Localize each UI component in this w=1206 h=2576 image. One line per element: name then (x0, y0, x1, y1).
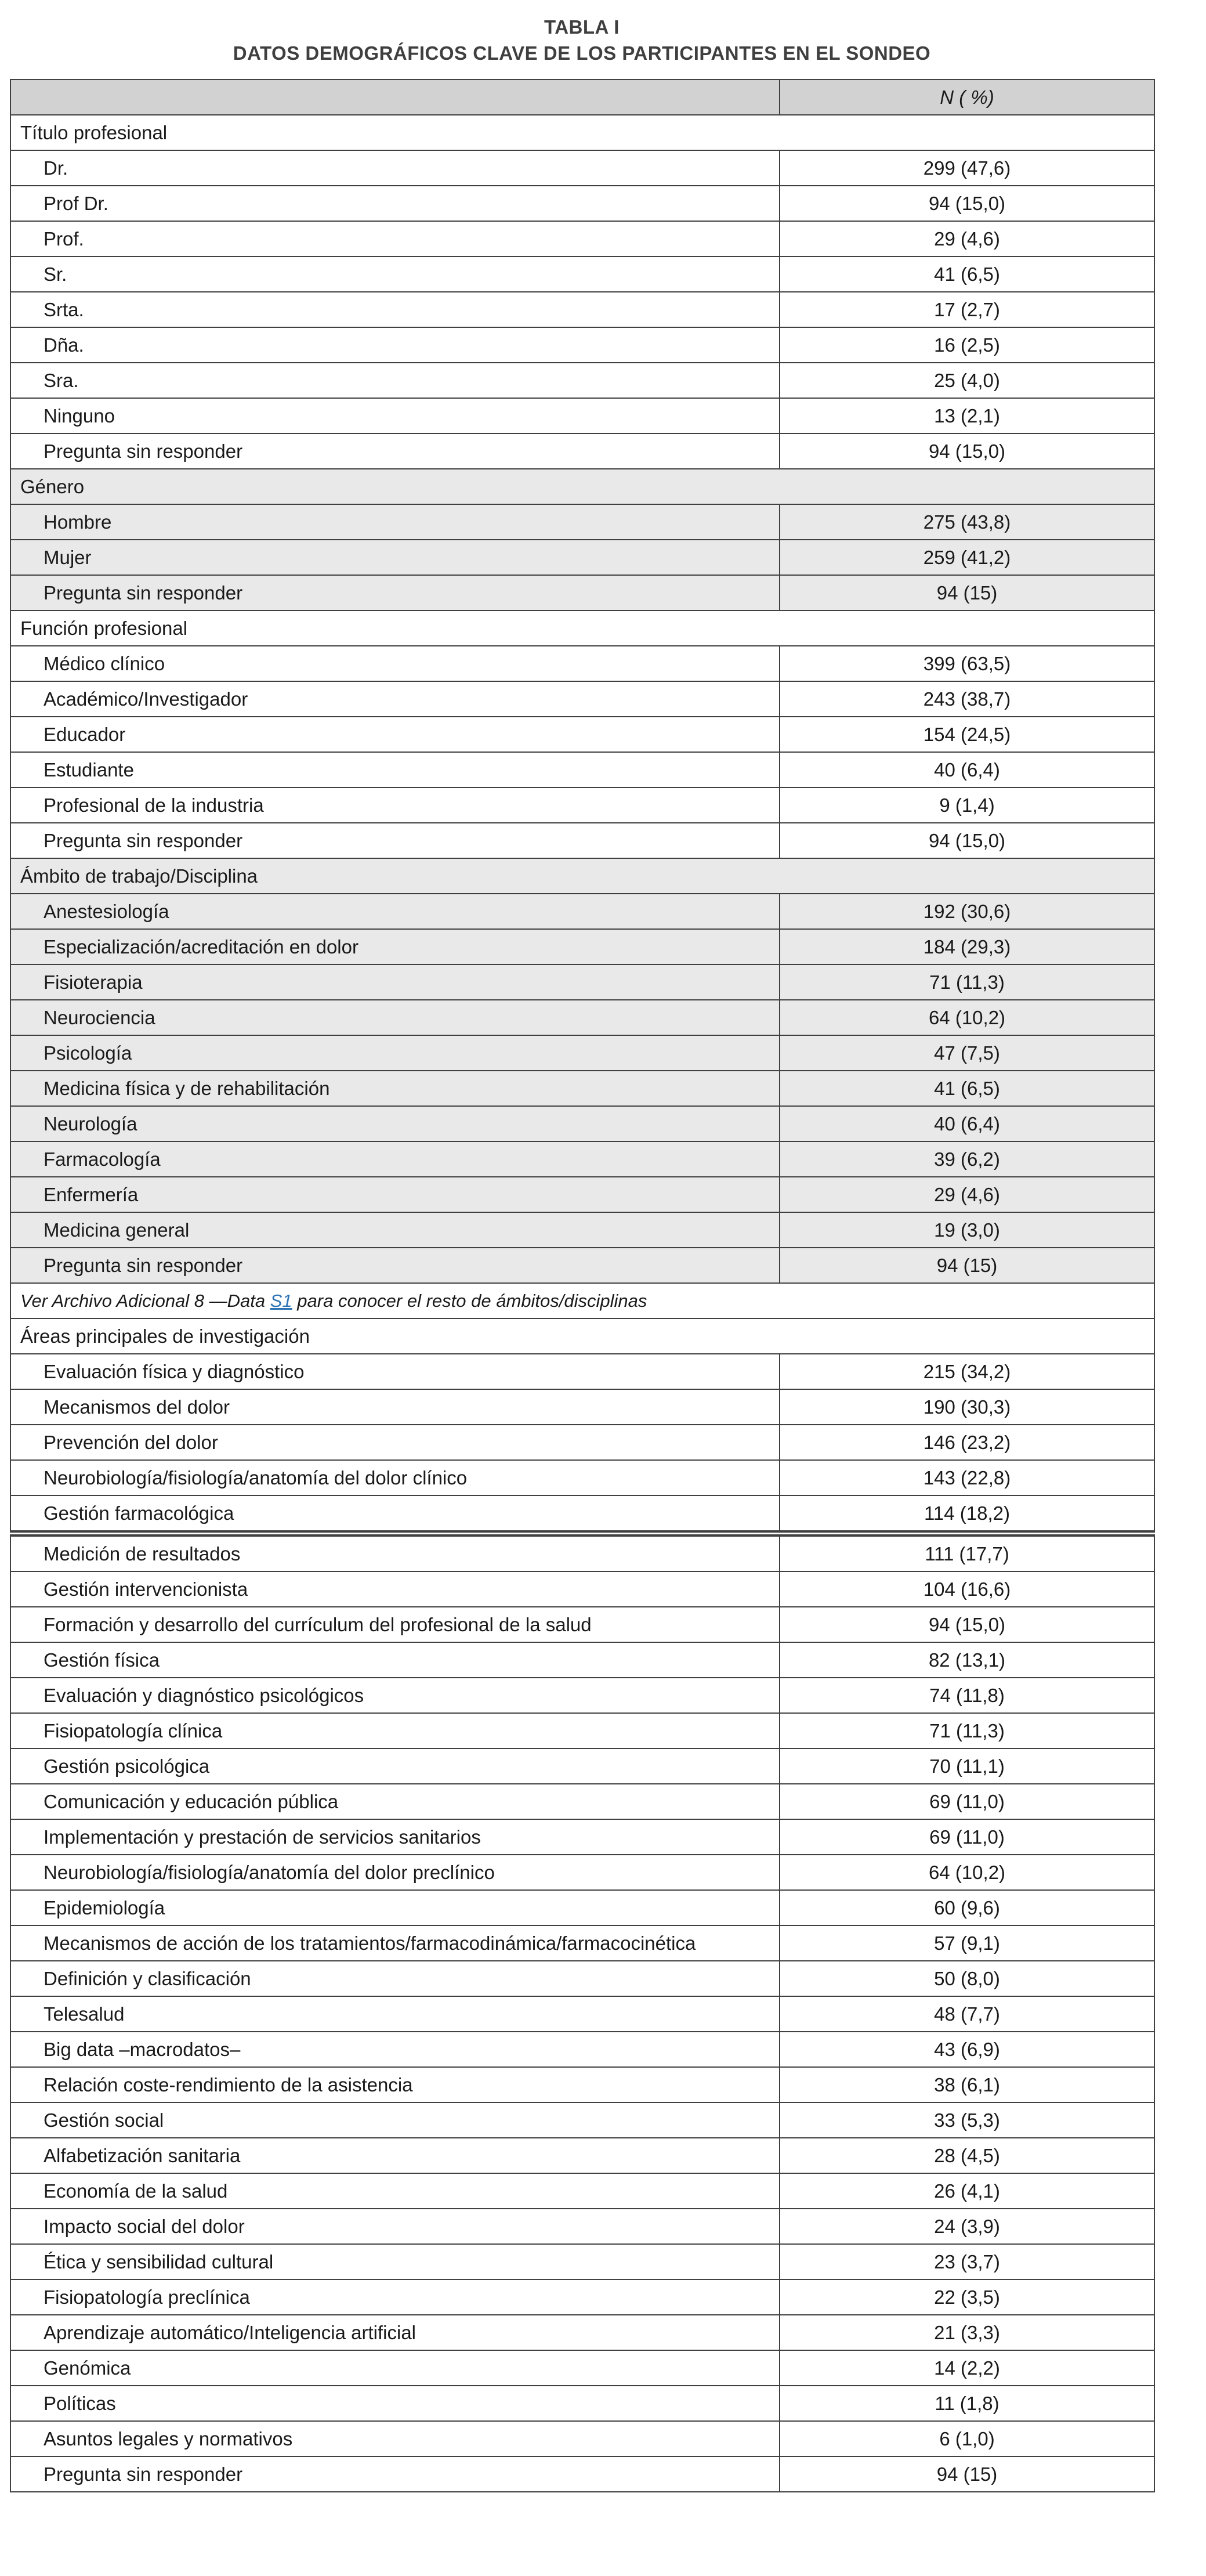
row-value: 104 (16,6) (780, 1571, 1154, 1607)
row-value: 40 (6,4) (780, 752, 1154, 787)
row-value: 21 (3,3) (780, 2315, 1154, 2350)
row-value: 47 (7,5) (780, 1035, 1154, 1071)
row-label: Neurobiología/fisiología/anatomía del dolor preclínico (10, 1855, 780, 1890)
row-label: Asuntos legales y normativos (10, 2421, 780, 2456)
table-row (10, 1571, 1154, 1607)
row-value: 38 (6,1) (780, 2067, 1154, 2102)
table-row (10, 1071, 1154, 1106)
row-label: Economía de la salud (10, 2173, 780, 2209)
table-row (10, 2279, 1154, 2315)
row-value: 215 (34,2) (780, 1354, 1154, 1389)
table-row (10, 292, 1154, 327)
table-row (10, 221, 1154, 256)
row-value: 28 (4,5) (780, 2138, 1154, 2173)
row-label: Sra. (10, 363, 780, 398)
table-row (10, 186, 1154, 221)
table-row (10, 504, 1154, 540)
table-row (10, 398, 1154, 433)
row-value: 299 (47,6) (780, 150, 1154, 186)
table-title-block (10, 14, 1154, 66)
row-label: Gestión social (10, 2102, 780, 2138)
table-row (10, 1819, 1154, 1855)
table-row (10, 540, 1154, 575)
row-value: 69 (11,0) (780, 1819, 1154, 1855)
row-label: Gestión farmacológica (10, 1495, 780, 1534)
table-row (10, 2102, 1154, 2138)
table-row (10, 1460, 1154, 1495)
row-label: Anestesiología (10, 894, 780, 929)
table-row (10, 1678, 1154, 1713)
corner-cell (10, 80, 780, 115)
table-row (10, 1354, 1154, 1389)
table-note-row (10, 1283, 1154, 1318)
row-value: 23 (3,7) (780, 2244, 1154, 2279)
note-prefix: Ver Archivo Adicional 8 —Data (20, 1291, 270, 1311)
row-label: Pregunta sin responder (10, 823, 780, 858)
row-value: 9 (1,4) (780, 787, 1154, 823)
row-value: 22 (3,5) (780, 2279, 1154, 2315)
row-label: Psicología (10, 1035, 780, 1071)
table-row (10, 2456, 1154, 2492)
row-label: Prevención del dolor (10, 1425, 780, 1460)
row-value: 154 (24,5) (780, 717, 1154, 752)
table-row (10, 717, 1154, 752)
table-row (10, 1961, 1154, 1996)
table-row (10, 2421, 1154, 2456)
table-row (10, 929, 1154, 964)
row-value: 11 (1,8) (780, 2386, 1154, 2421)
row-value: 114 (18,2) (780, 1495, 1154, 1534)
row-value: 146 (23,2) (780, 1425, 1154, 1460)
row-label: Pregunta sin responder (10, 1248, 780, 1283)
row-value: 19 (3,0) (780, 1212, 1154, 1248)
row-label: Ninguno (10, 398, 780, 433)
row-label: Gestión psicológica (10, 1748, 780, 1784)
row-value: 14 (2,2) (780, 2350, 1154, 2386)
table-row (10, 1996, 1154, 2032)
table-row (10, 681, 1154, 717)
row-label: Dr. (10, 150, 780, 186)
row-value: 70 (11,1) (780, 1748, 1154, 1784)
row-value: 192 (30,6) (780, 894, 1154, 929)
row-value: 13 (2,1) (780, 398, 1154, 433)
section-label: Género (10, 469, 1154, 504)
section-label: Ámbito de trabajo/Disciplina (10, 858, 1154, 894)
row-label: Srta. (10, 292, 780, 327)
table-row (10, 1713, 1154, 1748)
row-label: Definición y clasificación (10, 1961, 780, 1996)
table-row (10, 1534, 1154, 1572)
n-percent-header: N ( %) (780, 80, 1154, 115)
table-caption: DATOS DEMOGRÁFICOS CLAVE DE LOS PARTICIPANTES EN EL SONDEO (233, 42, 931, 64)
row-label: Genómica (10, 2350, 780, 2386)
row-label: Farmacología (10, 1141, 780, 1177)
table-row (10, 1177, 1154, 1212)
row-label: Enfermería (10, 1177, 780, 1212)
table-row (10, 752, 1154, 787)
row-value: 29 (4,6) (780, 1177, 1154, 1212)
row-label: Ética y sensibilidad cultural (10, 2244, 780, 2279)
row-value: 48 (7,7) (780, 1996, 1154, 2032)
row-label: Prof. (10, 221, 780, 256)
row-value: 43 (6,9) (780, 2032, 1154, 2067)
table-row (10, 1035, 1154, 1071)
table-row (10, 327, 1154, 363)
table-row (10, 1642, 1154, 1678)
row-value: 60 (9,6) (780, 1890, 1154, 1925)
note-suffix: para conocer el resto de ámbitos/disciplinas (292, 1291, 647, 1311)
section-header-row (10, 115, 1154, 150)
table-number-title: TABLA I (544, 16, 620, 38)
row-value: 24 (3,9) (780, 2209, 1154, 2244)
row-label: Neurología (10, 1106, 780, 1141)
table-row (10, 2315, 1154, 2350)
table-row (10, 1748, 1154, 1784)
row-label: Neurobiología/fisiología/anatomía del dolor clínico (10, 1460, 780, 1495)
table-body (10, 115, 1154, 2492)
row-label: Evaluación y diagnóstico psicológicos (10, 1678, 780, 1713)
row-label: Gestión intervencionista (10, 1571, 780, 1607)
table-row (10, 1425, 1154, 1460)
section-header-row (10, 1318, 1154, 1354)
row-label: Pregunta sin responder (10, 2456, 780, 2492)
row-value: 71 (11,3) (780, 1713, 1154, 1748)
table-row (10, 363, 1154, 398)
row-value: 399 (63,5) (780, 646, 1154, 681)
row-label: Fisiopatología clínica (10, 1713, 780, 1748)
table-row (10, 1141, 1154, 1177)
table-row (10, 1855, 1154, 1890)
row-label: Pregunta sin responder (10, 433, 780, 469)
row-value: 40 (6,4) (780, 1106, 1154, 1141)
row-label: Aprendizaje automático/Inteligencia artificial (10, 2315, 780, 2350)
row-label: Profesional de la industria (10, 787, 780, 823)
row-label: Big data –macrodatos– (10, 2032, 780, 2067)
table-row (10, 1495, 1154, 1534)
row-value: 275 (43,8) (780, 504, 1154, 540)
row-label: Evaluación física y diagnóstico (10, 1354, 780, 1389)
row-label: Fisiopatología preclínica (10, 2279, 780, 2315)
row-label: Académico/Investigador (10, 681, 780, 717)
row-value: 17 (2,7) (780, 292, 1154, 327)
row-value: 64 (10,2) (780, 1855, 1154, 1890)
row-value: 94 (15) (780, 575, 1154, 610)
row-value: 82 (13,1) (780, 1642, 1154, 1678)
row-value: 111 (17,7) (780, 1534, 1154, 1572)
table-row (10, 1248, 1154, 1283)
table-row (10, 1784, 1154, 1819)
table-row (10, 2067, 1154, 2102)
table-row (10, 1212, 1154, 1248)
row-label: Relación coste-rendimiento de la asistencia (10, 2067, 780, 2102)
section-header-row (10, 858, 1154, 894)
row-label: Fisioterapia (10, 964, 780, 1000)
row-label: Impacto social del dolor (10, 2209, 780, 2244)
row-label: Educador (10, 717, 780, 752)
row-label: Medición de resultados (10, 1534, 780, 1572)
table-row (10, 2032, 1154, 2067)
row-label: Estudiante (10, 752, 780, 787)
table-row (10, 2173, 1154, 2209)
section-label: Título profesional (10, 115, 1154, 150)
demographics-table (10, 79, 1155, 2492)
row-value: 190 (30,3) (780, 1389, 1154, 1425)
row-value: 57 (9,1) (780, 1925, 1154, 1961)
row-value: 184 (29,3) (780, 929, 1154, 964)
row-label: Neurociencia (10, 1000, 780, 1035)
table-row (10, 1106, 1154, 1141)
table-note (10, 1283, 1154, 1318)
row-value: 41 (6,5) (780, 256, 1154, 292)
row-value: 64 (10,2) (780, 1000, 1154, 1035)
table-row (10, 823, 1154, 858)
row-label: Sr. (10, 256, 780, 292)
row-label: Mecanismos del dolor (10, 1389, 780, 1425)
row-value: 94 (15) (780, 2456, 1154, 2492)
row-value: 259 (41,2) (780, 540, 1154, 575)
row-label: Mecanismos de acción de los tratamientos/farmacodinámica/farmacocinética (10, 1925, 780, 1961)
row-value: 71 (11,3) (780, 964, 1154, 1000)
row-value: 25 (4,0) (780, 363, 1154, 398)
row-label: Mujer (10, 540, 780, 575)
row-label: Pregunta sin responder (10, 575, 780, 610)
table-row (10, 894, 1154, 929)
row-label: Implementación y prestación de servicios sanitarios (10, 1819, 780, 1855)
row-value: 16 (2,5) (780, 327, 1154, 363)
row-value: 94 (15) (780, 1248, 1154, 1283)
row-label: Medicina física y de rehabilitación (10, 1071, 780, 1106)
row-value: 39 (6,2) (780, 1141, 1154, 1177)
table-row (10, 2209, 1154, 2244)
table-row (10, 1890, 1154, 1925)
table-row (10, 1000, 1154, 1035)
table-row (10, 1607, 1154, 1642)
row-value: 243 (38,7) (780, 681, 1154, 717)
table-row (10, 256, 1154, 292)
row-value: 33 (5,3) (780, 2102, 1154, 2138)
table-row (10, 1389, 1154, 1425)
row-label: Medicina general (10, 1212, 780, 1248)
table-row (10, 433, 1154, 469)
row-value: 94 (15,0) (780, 823, 1154, 858)
row-value: 50 (8,0) (780, 1961, 1154, 1996)
row-label: Prof Dr. (10, 186, 780, 221)
row-value: 26 (4,1) (780, 2173, 1154, 2209)
table-row (10, 150, 1154, 186)
row-label: Hombre (10, 504, 780, 540)
table-row (10, 575, 1154, 610)
row-label: Gestión física (10, 1642, 780, 1678)
row-label: Médico clínico (10, 646, 780, 681)
table-row (10, 964, 1154, 1000)
row-value: 69 (11,0) (780, 1784, 1154, 1819)
table-row (10, 2244, 1154, 2279)
data-s1-link[interactable]: S1 (270, 1291, 292, 1311)
row-value: 41 (6,5) (780, 1071, 1154, 1106)
table-row (10, 787, 1154, 823)
row-label: Políticas (10, 2386, 780, 2421)
row-value: 94 (15,0) (780, 1607, 1154, 1642)
row-value: 6 (1,0) (780, 2421, 1154, 2456)
row-label: Especialización/acreditación en dolor (10, 929, 780, 964)
row-label: Telesalud (10, 1996, 780, 2032)
row-value: 29 (4,6) (780, 221, 1154, 256)
table-row (10, 2138, 1154, 2173)
section-label: Función profesional (10, 610, 1154, 646)
section-header-row (10, 610, 1154, 646)
table-row (10, 2350, 1154, 2386)
section-label: Áreas principales de investigación (10, 1318, 1154, 1354)
table-row (10, 646, 1154, 681)
table-header-row (10, 80, 1154, 115)
row-label: Formación y desarrollo del currículum del profesional de la salud (10, 1607, 780, 1642)
row-label: Alfabetización sanitaria (10, 2138, 780, 2173)
row-value: 94 (15,0) (780, 186, 1154, 221)
row-label: Comunicación y educación pública (10, 1784, 780, 1819)
row-value: 143 (22,8) (780, 1460, 1154, 1495)
section-header-row (10, 469, 1154, 504)
row-label: Epidemiología (10, 1890, 780, 1925)
table-row (10, 2386, 1154, 2421)
row-label: Dña. (10, 327, 780, 363)
row-value: 94 (15,0) (780, 433, 1154, 469)
row-value: 74 (11,8) (780, 1678, 1154, 1713)
table-row (10, 1925, 1154, 1961)
